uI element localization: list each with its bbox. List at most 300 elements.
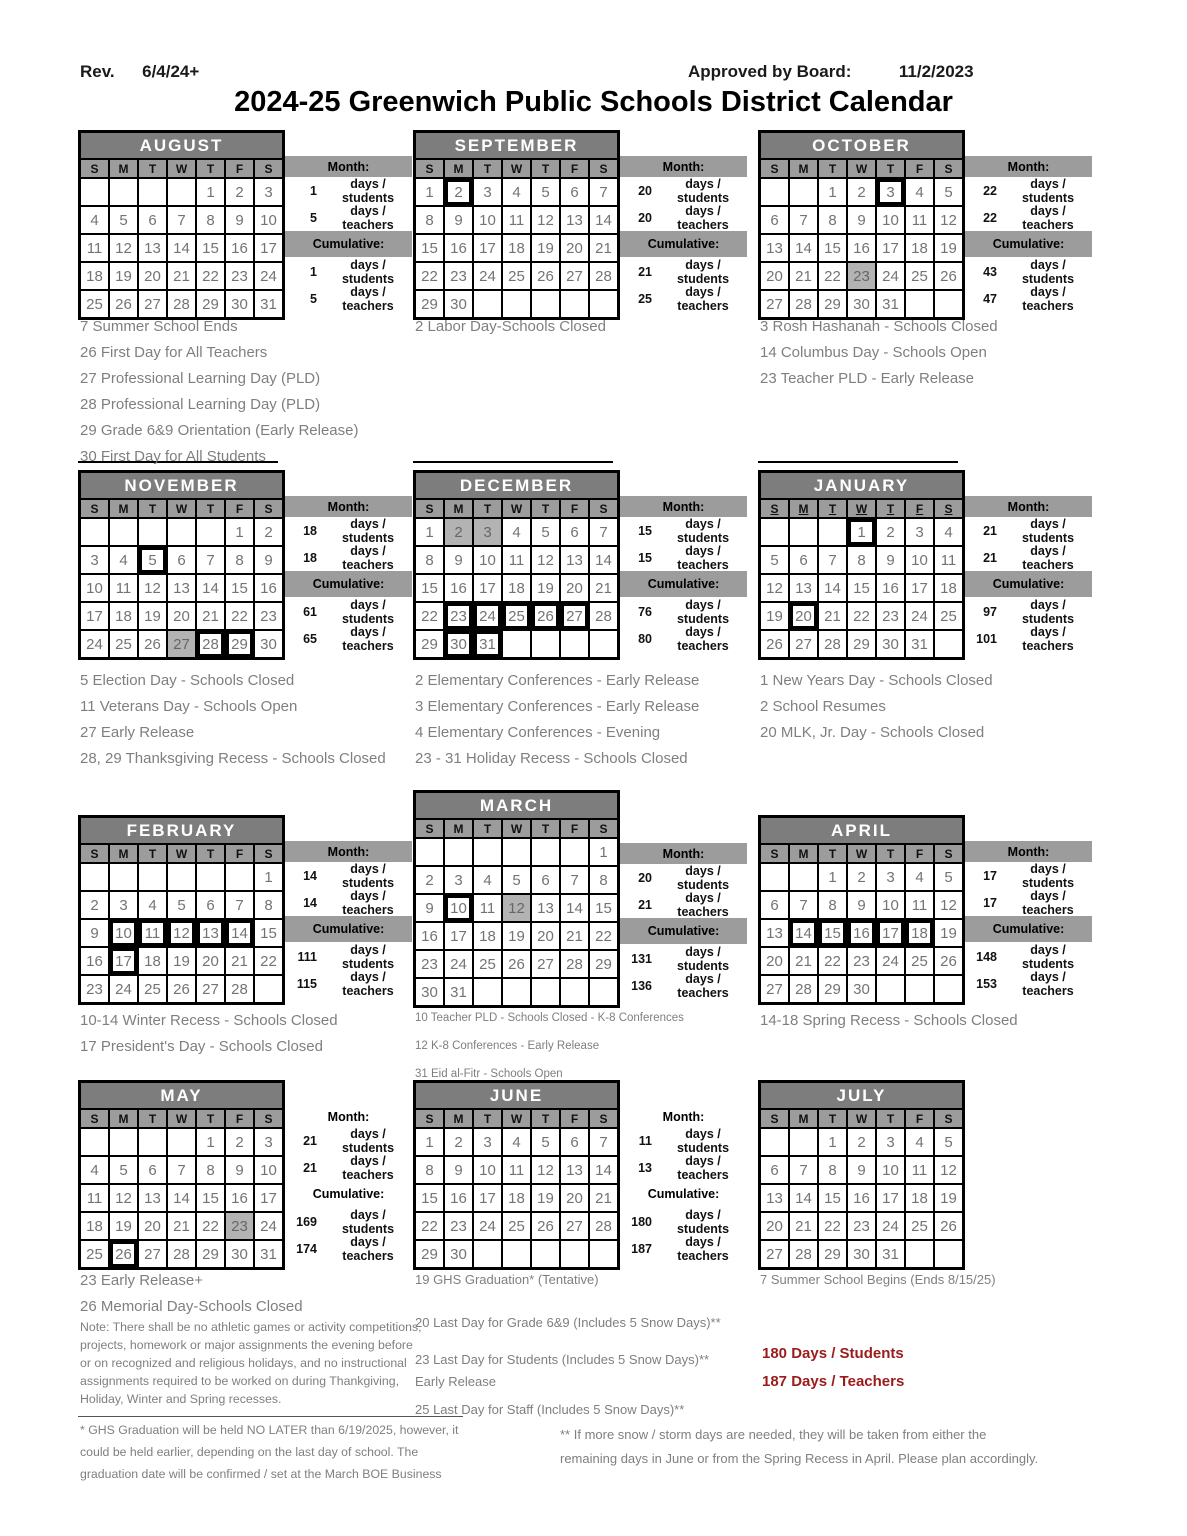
- note-october-2: 23 Teacher PLD - Early Release: [760, 370, 974, 387]
- dow-cell: M: [444, 819, 473, 838]
- day-cell: 9: [225, 1156, 254, 1184]
- day-cell: 19: [934, 919, 964, 947]
- day-cell: 5: [531, 518, 560, 546]
- day-cell: [502, 630, 531, 659]
- day-cell: 28: [589, 262, 619, 290]
- day-cell: [905, 1240, 934, 1269]
- day-cell: 9: [876, 546, 905, 574]
- cumulative-label: Cumulative:: [285, 231, 412, 257]
- month-block-august: [78, 130, 395, 320]
- day-cell: [502, 1240, 531, 1269]
- day-count: 17: [983, 868, 997, 883]
- day-cell: 22: [818, 1212, 847, 1240]
- day-cell: 24: [109, 975, 138, 1004]
- note-april-0: 14-18 Spring Recess - Schools Closed: [760, 1012, 1018, 1029]
- day-cell: 8: [818, 206, 847, 234]
- day-cell: [789, 1128, 818, 1156]
- month-block-july: [758, 1080, 965, 1270]
- cumulative-days-students: [620, 258, 747, 285]
- day-count-label: days / teachers: [1022, 203, 1074, 232]
- day-cell: 9: [254, 546, 284, 574]
- day-cell: 20: [789, 602, 818, 630]
- day-cell: [80, 518, 110, 546]
- day-count-label: days / students: [1021, 942, 1075, 971]
- day-cell: 24: [473, 1212, 502, 1240]
- day-cell: 8: [196, 206, 225, 234]
- december-calendar: [413, 470, 620, 660]
- day-count-label: days / teachers: [342, 284, 394, 313]
- month-label: Month:: [620, 843, 747, 864]
- day-cell: 3: [473, 1128, 502, 1156]
- month-title-july: JULY: [760, 1082, 964, 1110]
- day-cell: 11: [905, 1156, 934, 1184]
- day-cell: 14: [167, 1184, 196, 1212]
- day-cell: 19: [167, 947, 196, 975]
- day-cell: 23: [847, 262, 876, 290]
- day-cell: 17: [80, 602, 110, 630]
- day-cell: 13: [760, 234, 790, 262]
- day-count-label: days / students: [1021, 257, 1075, 286]
- month-days-teachers: [620, 204, 747, 231]
- day-count-label: days / students: [676, 176, 730, 205]
- day-cell: 30: [847, 975, 876, 1004]
- day-count: 11: [638, 1133, 652, 1148]
- day-cell: [473, 978, 502, 1007]
- day-cell: 21: [196, 602, 225, 630]
- day-cell: 9: [444, 546, 473, 574]
- dow-cell: S: [254, 159, 284, 178]
- day-cell: 1: [415, 178, 445, 206]
- day-cell: 13: [531, 894, 560, 922]
- day-cell: 16: [847, 1184, 876, 1212]
- day-cell: 26: [760, 630, 790, 659]
- day-cell: 19: [138, 602, 167, 630]
- separator-rule: [413, 461, 613, 463]
- day-count-label: days / teachers: [1022, 624, 1074, 653]
- day-cell: 25: [502, 262, 531, 290]
- month-days-students: [285, 517, 412, 544]
- dow-cell: F: [560, 1109, 589, 1128]
- day-count: 169: [296, 1214, 317, 1229]
- day-cell: 24: [876, 947, 905, 975]
- day-cell: 21: [589, 234, 619, 262]
- day-cell: 27: [531, 950, 560, 978]
- day-cell: 17: [254, 1184, 284, 1212]
- day-count: 21: [638, 897, 652, 912]
- day-cell: 7: [589, 1128, 619, 1156]
- cumulative-days-teachers: [285, 970, 412, 997]
- day-cell: 25: [905, 262, 934, 290]
- day-cell: 29: [196, 290, 225, 319]
- dow-cell: T: [138, 159, 167, 178]
- dow-cell: S: [589, 159, 619, 178]
- day-cell: 4: [109, 546, 138, 574]
- day-cell: 14: [560, 894, 589, 922]
- day-cell: 14: [789, 919, 818, 947]
- day-cell: 12: [531, 206, 560, 234]
- month-block-november: [78, 470, 395, 660]
- day-cell: 2: [80, 891, 110, 919]
- day-count: 17: [983, 895, 997, 910]
- day-count: 97: [983, 604, 997, 619]
- cumulative-days-students: [285, 1208, 412, 1235]
- month-days-teachers: [285, 1154, 412, 1181]
- day-cell: 11: [473, 894, 502, 922]
- day-cell: 14: [589, 546, 619, 574]
- day-cell: 27: [760, 1240, 790, 1269]
- day-cell: 25: [109, 630, 138, 659]
- day-count-label: days / teachers: [677, 1234, 729, 1263]
- day-cell: 15: [225, 574, 254, 602]
- day-cell: 29: [225, 630, 254, 659]
- day-cell: 4: [905, 178, 934, 206]
- day-count: 174: [296, 1241, 317, 1256]
- dow-cell: F: [905, 844, 934, 863]
- day-cell: 10: [80, 574, 110, 602]
- day-cell: 11: [109, 574, 138, 602]
- note-september-0: 2 Labor Day-Schools Closed: [415, 318, 606, 335]
- month-label: Month:: [662, 1109, 705, 1124]
- september-calendar: [413, 130, 620, 320]
- day-cell: 23: [225, 1212, 254, 1240]
- day-cell: 11: [905, 206, 934, 234]
- day-cell: [934, 290, 964, 319]
- day-count: 65: [303, 631, 317, 646]
- day-cell: 21: [167, 1212, 196, 1240]
- day-cell: 18: [502, 1184, 531, 1212]
- dow-cell: T: [473, 159, 502, 178]
- day-cell: 25: [502, 602, 531, 630]
- day-cell: 19: [934, 234, 964, 262]
- approved-value: 11/2/2023: [898, 62, 974, 81]
- day-cell: 21: [789, 947, 818, 975]
- day-cell: [138, 518, 167, 546]
- total-days-teachers: 187 Days / Teachers: [762, 1373, 905, 1390]
- day-cell: 20: [560, 234, 589, 262]
- day-cell: [196, 863, 225, 891]
- day-cell: 30: [254, 630, 284, 659]
- month-days-teachers: [285, 544, 412, 571]
- day-cell: 28: [589, 1212, 619, 1240]
- day-cell: 8: [847, 546, 876, 574]
- day-count: 22: [983, 210, 997, 225]
- day-cell: 10: [876, 206, 905, 234]
- day-count-label: days / teachers: [677, 203, 729, 232]
- day-cell: [138, 863, 167, 891]
- dow-cell: S: [415, 499, 445, 518]
- month-days-students: [620, 864, 747, 891]
- cumulative-days-teachers: [965, 285, 1092, 312]
- month-label: Month:: [285, 156, 412, 177]
- day-cell: 30: [876, 630, 905, 659]
- day-cell: 29: [847, 630, 876, 659]
- dow-cell: M: [444, 159, 473, 178]
- day-cell: 12: [109, 1184, 138, 1212]
- day-cell: 1: [818, 863, 847, 891]
- month-days-teachers: [620, 1154, 747, 1181]
- day-cell: 11: [80, 234, 110, 262]
- day-count: 153: [976, 976, 997, 991]
- day-cell: [196, 518, 225, 546]
- day-cell: 5: [167, 891, 196, 919]
- dow-cell: S: [934, 844, 964, 863]
- day-cell: 31: [876, 290, 905, 319]
- day-cell: 10: [254, 206, 284, 234]
- july-calendar: [758, 1080, 965, 1270]
- day-cell: 8: [415, 546, 445, 574]
- day-cell: 12: [138, 574, 167, 602]
- day-cell: 13: [167, 574, 196, 602]
- day-cell: 7: [167, 1156, 196, 1184]
- month-label: Month:: [285, 496, 412, 517]
- note-august-4: 29 Grade 6&9 Orientation (Early Release): [80, 422, 359, 439]
- day-count: 115: [296, 976, 317, 991]
- day-cell: 9: [444, 1156, 473, 1184]
- day-cell: 4: [502, 178, 531, 206]
- day-cell: [905, 290, 934, 319]
- note-november-2: 27 Early Release: [80, 724, 195, 741]
- day-cell: [109, 863, 138, 891]
- dow-cell: T: [818, 1109, 847, 1128]
- day-cell: 27: [760, 290, 790, 319]
- day-count: 21: [303, 1160, 317, 1175]
- day-cell: 19: [502, 922, 531, 950]
- dow-cell: W: [847, 159, 876, 178]
- month-label: Month:: [965, 841, 1092, 862]
- dow-cell: F: [905, 159, 934, 178]
- dow-cell: W: [502, 159, 531, 178]
- dow-cell: F: [225, 159, 254, 178]
- day-cell: [473, 1240, 502, 1269]
- dow-cell: S: [934, 499, 964, 518]
- approved-label: Approved by Board:: [688, 62, 852, 81]
- day-cell: 8: [818, 1156, 847, 1184]
- day-cell: 18: [905, 1184, 934, 1212]
- day-cell: 26: [167, 975, 196, 1004]
- day-cell: 10: [876, 891, 905, 919]
- day-count-label: days / students: [341, 861, 395, 890]
- day-count: 21: [303, 1133, 317, 1148]
- note-june-4: 25 Last Day for Staff (Includes 5 Snow Days)**: [415, 1402, 685, 1417]
- dow-cell: T: [531, 819, 560, 838]
- day-cell: 4: [905, 863, 934, 891]
- day-cell: 18: [80, 1212, 110, 1240]
- month-title-october: OCTOBER: [760, 132, 964, 160]
- day-cell: 3: [473, 518, 502, 546]
- day-cell: 13: [760, 1184, 790, 1212]
- day-cell: 6: [196, 891, 225, 919]
- february-calendar: [78, 815, 285, 1005]
- day-cell: 10: [473, 206, 502, 234]
- day-cell: 27: [560, 262, 589, 290]
- day-cell: 18: [905, 234, 934, 262]
- day-cell: 19: [109, 262, 138, 290]
- day-cell: [789, 178, 818, 206]
- day-count: 22: [983, 183, 997, 198]
- day-cell: 21: [789, 262, 818, 290]
- dow-cell: F: [560, 159, 589, 178]
- day-cell: 15: [589, 894, 619, 922]
- day-cell: 13: [560, 1156, 589, 1184]
- day-cell: 22: [196, 1212, 225, 1240]
- day-cell: [560, 838, 589, 866]
- day-cell: [531, 630, 560, 659]
- day-count: 148: [976, 949, 997, 964]
- cumulative-days-teachers: [620, 1235, 747, 1262]
- cumulative-days-teachers: [965, 970, 1092, 997]
- day-count-label: days / students: [1021, 176, 1075, 205]
- day-cell: 10: [109, 919, 138, 947]
- day-count-label: days / students: [341, 942, 395, 971]
- month-block-may: [78, 1080, 395, 1270]
- dow-cell: S: [589, 1109, 619, 1128]
- day-cell: 27: [560, 1212, 589, 1240]
- day-cell: 26: [109, 1240, 138, 1269]
- month-title-september: SEPTEMBER: [415, 132, 619, 160]
- day-cell: 13: [789, 574, 818, 602]
- day-cell: 3: [109, 891, 138, 919]
- day-cell: 9: [444, 206, 473, 234]
- day-cell: 4: [934, 518, 964, 546]
- cumulative-days-students: [965, 943, 1092, 970]
- day-cell: [760, 178, 790, 206]
- day-cell: [934, 1240, 964, 1269]
- day-cell: 18: [80, 262, 110, 290]
- day-cell: [589, 978, 619, 1007]
- day-cell: 28: [167, 290, 196, 319]
- month-days-teachers: [285, 204, 412, 231]
- dow-cell: T: [531, 1109, 560, 1128]
- day-cell: 4: [473, 866, 502, 894]
- day-cell: 24: [254, 1212, 284, 1240]
- day-cell: [789, 863, 818, 891]
- day-count: 1: [310, 183, 317, 198]
- cumulative-days-students: [620, 598, 747, 625]
- cumulative-days-teachers: [620, 972, 747, 999]
- day-count: 187: [631, 1241, 652, 1256]
- day-cell: [760, 863, 790, 891]
- day-cell: 5: [138, 546, 167, 574]
- dow-cell: F: [225, 499, 254, 518]
- month-block-april: [758, 815, 1075, 1005]
- dow-cell: T: [473, 499, 502, 518]
- dow-cell: M: [109, 1109, 138, 1128]
- day-cell: 27: [138, 290, 167, 319]
- day-count-label: days / students: [1021, 861, 1075, 890]
- day-cell: 27: [760, 975, 790, 1004]
- day-cell: 19: [531, 234, 560, 262]
- day-cell: 23: [847, 1212, 876, 1240]
- day-count-label: days / students: [676, 257, 730, 286]
- day-cell: 28: [589, 602, 619, 630]
- day-cell: 10: [876, 1156, 905, 1184]
- note-march-0: 10 Teacher PLD - Schools Closed - K-8 Conferences: [415, 1012, 684, 1024]
- day-cell: 13: [560, 546, 589, 574]
- day-cell: [531, 1240, 560, 1269]
- month-days-students: [965, 517, 1092, 544]
- day-cell: [80, 1128, 110, 1156]
- dow-cell: W: [847, 1109, 876, 1128]
- day-cell: 29: [818, 975, 847, 1004]
- month-block-january: [758, 470, 1075, 660]
- day-cell: 16: [876, 574, 905, 602]
- day-cell: 16: [254, 574, 284, 602]
- day-cell: [818, 518, 847, 546]
- day-cell: 31: [254, 1240, 284, 1269]
- cumulative-days-teachers: [620, 285, 747, 312]
- day-cell: 2: [415, 866, 445, 894]
- note-february-1: 17 President's Day - Schools Closed: [80, 1038, 323, 1055]
- cumulative-label: Cumulative:: [285, 916, 412, 942]
- dow-cell: T: [196, 844, 225, 863]
- day-cell: 13: [760, 919, 790, 947]
- day-cell: 4: [80, 206, 110, 234]
- month-title-january: JANUARY: [760, 472, 964, 500]
- note-december-2: 4 Elementary Conferences - Evening: [415, 724, 661, 741]
- day-cell: 28: [560, 950, 589, 978]
- day-cell: 9: [847, 1156, 876, 1184]
- day-cell: 21: [589, 1184, 619, 1212]
- cumulative-days-teachers: [965, 625, 1092, 652]
- day-cell: [167, 518, 196, 546]
- day-count: 20: [638, 210, 652, 225]
- note-november-3: 28, 29 Thanksgiving Recess - Schools Closed: [80, 750, 386, 767]
- day-cell: 15: [415, 574, 445, 602]
- day-cell: 14: [167, 234, 196, 262]
- day-cell: 24: [444, 950, 473, 978]
- dow-cell: M: [444, 1109, 473, 1128]
- day-cell: 11: [502, 206, 531, 234]
- day-count: 180: [631, 1214, 652, 1229]
- day-cell: 26: [138, 630, 167, 659]
- day-cell: 5: [760, 546, 790, 574]
- day-cell: [560, 978, 589, 1007]
- dow-cell: T: [818, 499, 847, 518]
- day-cell: 23: [876, 602, 905, 630]
- day-cell: 18: [138, 947, 167, 975]
- day-cell: 17: [876, 1184, 905, 1212]
- june-calendar: [413, 1080, 620, 1270]
- day-cell: 8: [254, 891, 284, 919]
- cumulative-days-students: [285, 258, 412, 285]
- day-cell: 19: [934, 1184, 964, 1212]
- note-august-3: 28 Professional Learning Day (PLD): [80, 396, 321, 413]
- month-label: Month:: [285, 841, 412, 862]
- cumulative-days-students: [285, 598, 412, 625]
- dow-cell: F: [560, 819, 589, 838]
- day-cell: 28: [789, 975, 818, 1004]
- day-cell: 25: [473, 950, 502, 978]
- separator-rule: [758, 461, 958, 463]
- day-cell: 26: [502, 950, 531, 978]
- day-cell: 25: [80, 1240, 110, 1269]
- dow-cell: M: [109, 844, 138, 863]
- day-cell: 20: [138, 262, 167, 290]
- dow-cell: M: [789, 1109, 818, 1128]
- dow-cell: W: [167, 159, 196, 178]
- dow-cell: W: [847, 499, 876, 518]
- day-cell: 12: [531, 546, 560, 574]
- day-cell: [760, 1128, 790, 1156]
- day-cell: 6: [760, 891, 790, 919]
- day-cell: [789, 518, 818, 546]
- cumulative-days-teachers: [620, 625, 747, 652]
- dow-cell: F: [905, 499, 934, 518]
- month-days-students: [965, 862, 1092, 889]
- day-cell: 1: [196, 1128, 225, 1156]
- day-count: 5: [310, 210, 317, 225]
- day-cell: [80, 863, 110, 891]
